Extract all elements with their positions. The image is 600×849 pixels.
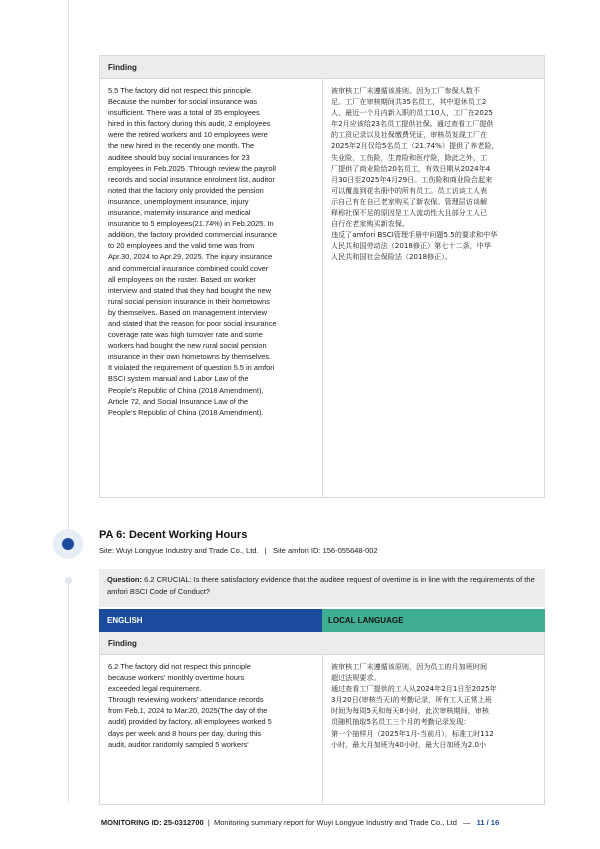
finding-english-text: 6.2 The factory did not respect this principle because workers' monthly overtime hours exceeded legal requirement. Through reviewing workers' attendance records from Feb.1, 2024 to Mar.20, 2025(The day of the audit) provided by factory, all employees worked 5 days per week and 8 hours per day, during this audit, auditor randomly sampled 5 workers' (100, 655, 323, 803)
page-footer (0, 818, 600, 827)
monitoring-id: MONITORING ID: 25-0312700 (100, 818, 204, 827)
question-label: Question: (107, 575, 142, 584)
finding-english-text: 5.5 The factory did not respect this principle. Because the number for social insurance was insufficient. There was a total of 35 employees hired in this factory during this audit, 2 employees were the retired workers and 10 employees were the new hired in the recently one month. The auditee should buy social insurances for 23 employees in Feb.2025. Through review the payroll records and social insurance enrolment list, auditor noted that the factory only provided the pension insurance, unemployment insurance, injury insurance, maternity insurance and medical insurance to 5 employees(21.74%) in Feb.2025. In addition, the factory provided commercial insurance to 20 employees and the valid time was from Apr.30, 2024 to Apr.29, 2025. The injury insurance and commercial insurance combined could cover all employees on the roster. Based on worker interview and stated that they had bought the new rural social pension insurance in their hometowns by themselves. Based on management interview and stated that the reason for poor social insurance coverage rate was high turnover rate and some workers had bought the new rural social pension insurance in their own hometowns by themselves. It violated the requirement of question 5.5 in amfori BSCI system manual and Labor Law of the People's Republic of China (2018 Amendment), Article 72, and Social Insurance Law of the People's Republic of China (2018 Amendment). (100, 79, 323, 497)
footer-dash: — (463, 818, 471, 827)
local-language-column-header: LOCAL LANGUAGE (322, 609, 545, 632)
finding-table-5-5 (99, 55, 545, 498)
question-text: 6.2 CRUCIAL: Is there satisfactory evidence that the auditee request of overtime is in line with the requirements of the amfori BSCI Code of Conduct? (107, 575, 535, 596)
report-summary-title: Monitoring summary report for Wuyi Longyue Industry and Trade Co., Ltd (214, 818, 457, 827)
finding-row (100, 655, 544, 803)
section-marker-icon (53, 529, 83, 559)
timeline-line-bottom (68, 584, 69, 804)
finding-header: Finding (100, 56, 544, 79)
section-marker-dot (62, 538, 74, 550)
finding-local-text: 被审核工厂未遵循该原则，因为员工的月加班时间 超过法规要求。 通过查看工厂提供的工人从2024年2月1日至2025年 3月20日(审核当天)的考勤记录，所有工人正常上班 时间为每周5天和每天8小时，此次审核期间，审核 员随机抽取5名员工三个月的考勤记录发现： 第一个抽样月（2025年1月-当前月），标准工时112 小时，最大月加班为40小时，最大日加班为2.0小 (331, 662, 497, 749)
site-info: Site: Wuyi Longyue Industry and Trade Co., Ltd. | Site amfori ID: 156-055648-002 (99, 546, 378, 555)
footer-separator: | (205, 818, 214, 827)
page-number: 11 / 16 (476, 818, 500, 827)
english-column-header: ENGLISH (99, 609, 322, 632)
finding-row (100, 79, 544, 497)
finding-table-6-2 (99, 632, 545, 805)
timeline-line-top (68, 0, 69, 529)
language-header (99, 609, 545, 632)
finding-local-text: 被审核工厂未遵循该准则。因为工厂参保人数不 足。工厂在审核期间共35名员工，其中退休员工2 人，最近一个月内新入职的员工10人，工厂在2025 年2月应该给23名员工提供社保。通过查看工厂提供 的工资记录以及社保缴费凭证，审核员发现工厂在 2025年2月仅给5名员工（21.74%）提供了养老险， 失业险，工伤险，生育险和医疗险，除此之外，工 厂提供了商业险给20名员工，有效日期从2024年4 月30日至2025年4月29日。工伤险和商业险合起来 可以覆盖到花名册中的所有员工。员工访谈工人表 示自己有在自己老家购买了新农保。管理层访谈解 释称社保不足的原因是工人流动性大且部分工人已 自行在老家购买新农保。 违反了amfori BSCI管理手册中问题5.5的要求和中华 人民共和国劳动法（2018修正）第七十二条，中华 人民共和国社会保险法（2018修正）。 (331, 86, 499, 262)
pa-title: PA 6: Decent Working Hours (99, 529, 248, 541)
finding-header: Finding (100, 632, 544, 655)
question-box (99, 569, 545, 607)
question-marker-icon (65, 577, 72, 584)
